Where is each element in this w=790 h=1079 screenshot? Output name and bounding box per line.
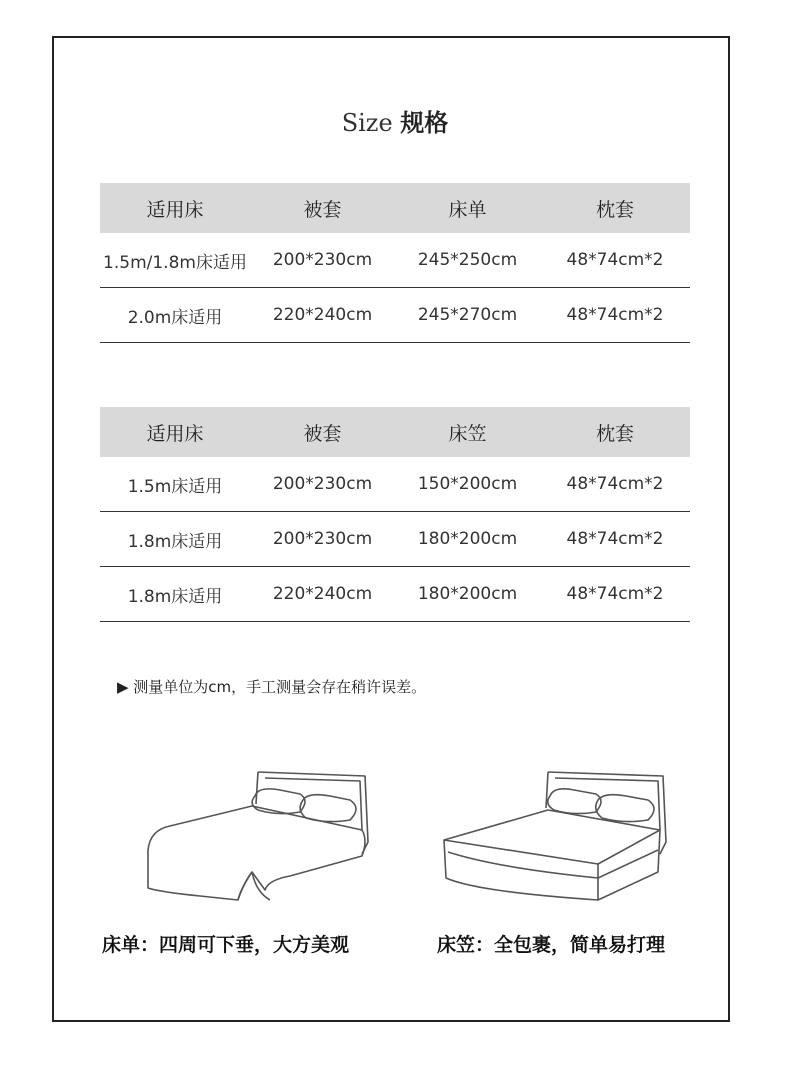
- table-row: [100, 512, 690, 567]
- table-cell: 180*200cm: [395, 512, 540, 567]
- table-cell: 1.5m/1.8m床适用: [100, 233, 250, 288]
- table-cell: 245*250cm: [395, 233, 540, 288]
- title-en: Size: [341, 109, 393, 137]
- table-header: 被套: [250, 407, 395, 457]
- table-cell: 220*240cm: [250, 288, 395, 343]
- table-header: 枕套: [540, 183, 690, 233]
- title-zh: 规格: [400, 109, 449, 137]
- flat-sheet-bed-icon: [140, 760, 380, 910]
- table-cell: 200*230cm: [250, 512, 395, 567]
- table-cell: 1.5m床适用: [100, 457, 250, 512]
- fitted-sheet-caption: 床笠：全包裹，简单易打理: [437, 934, 666, 956]
- table-header: 床单: [395, 183, 540, 233]
- fitted-sheet-bed-icon: [438, 760, 678, 910]
- table-cell: 48*74cm*2: [540, 288, 690, 343]
- table-header: 床笠: [395, 407, 540, 457]
- measurement-note: ▶ 测量单位为cm，手工测量会存在稍许误差。: [117, 678, 427, 696]
- table-cell: 180*200cm: [395, 567, 540, 622]
- table-row: [100, 567, 690, 622]
- table-header: 被套: [250, 183, 395, 233]
- table-header-row: [100, 183, 690, 233]
- table-cell: 245*270cm: [395, 288, 540, 343]
- table-cell: 200*230cm: [250, 457, 395, 512]
- table-cell: 48*74cm*2: [540, 457, 690, 512]
- table-cell: 48*74cm*2: [540, 512, 690, 567]
- table-header: 适用床: [100, 407, 250, 457]
- table-cell: 48*74cm*2: [540, 567, 690, 622]
- table-cell: 150*200cm: [395, 457, 540, 512]
- table-row: [100, 457, 690, 512]
- table-cell: 2.0m床适用: [100, 288, 250, 343]
- table-row: [100, 233, 690, 288]
- table-cell: 48*74cm*2: [540, 233, 690, 288]
- table-cell: 1.8m床适用: [100, 567, 250, 622]
- table-row: [100, 288, 690, 343]
- size-table-flat-sheet: [100, 183, 690, 343]
- table-cell: 200*230cm: [250, 233, 395, 288]
- table-header: 枕套: [540, 407, 690, 457]
- page-title: [0, 103, 790, 138]
- table-cell: 220*240cm: [250, 567, 395, 622]
- size-table-fitted-sheet: [100, 407, 690, 622]
- table-header: 适用床: [100, 183, 250, 233]
- table-cell: 1.8m床适用: [100, 512, 250, 567]
- table-header-row: [100, 407, 690, 457]
- flat-sheet-caption: 床单：四周可下垂，大方美观: [102, 934, 350, 956]
